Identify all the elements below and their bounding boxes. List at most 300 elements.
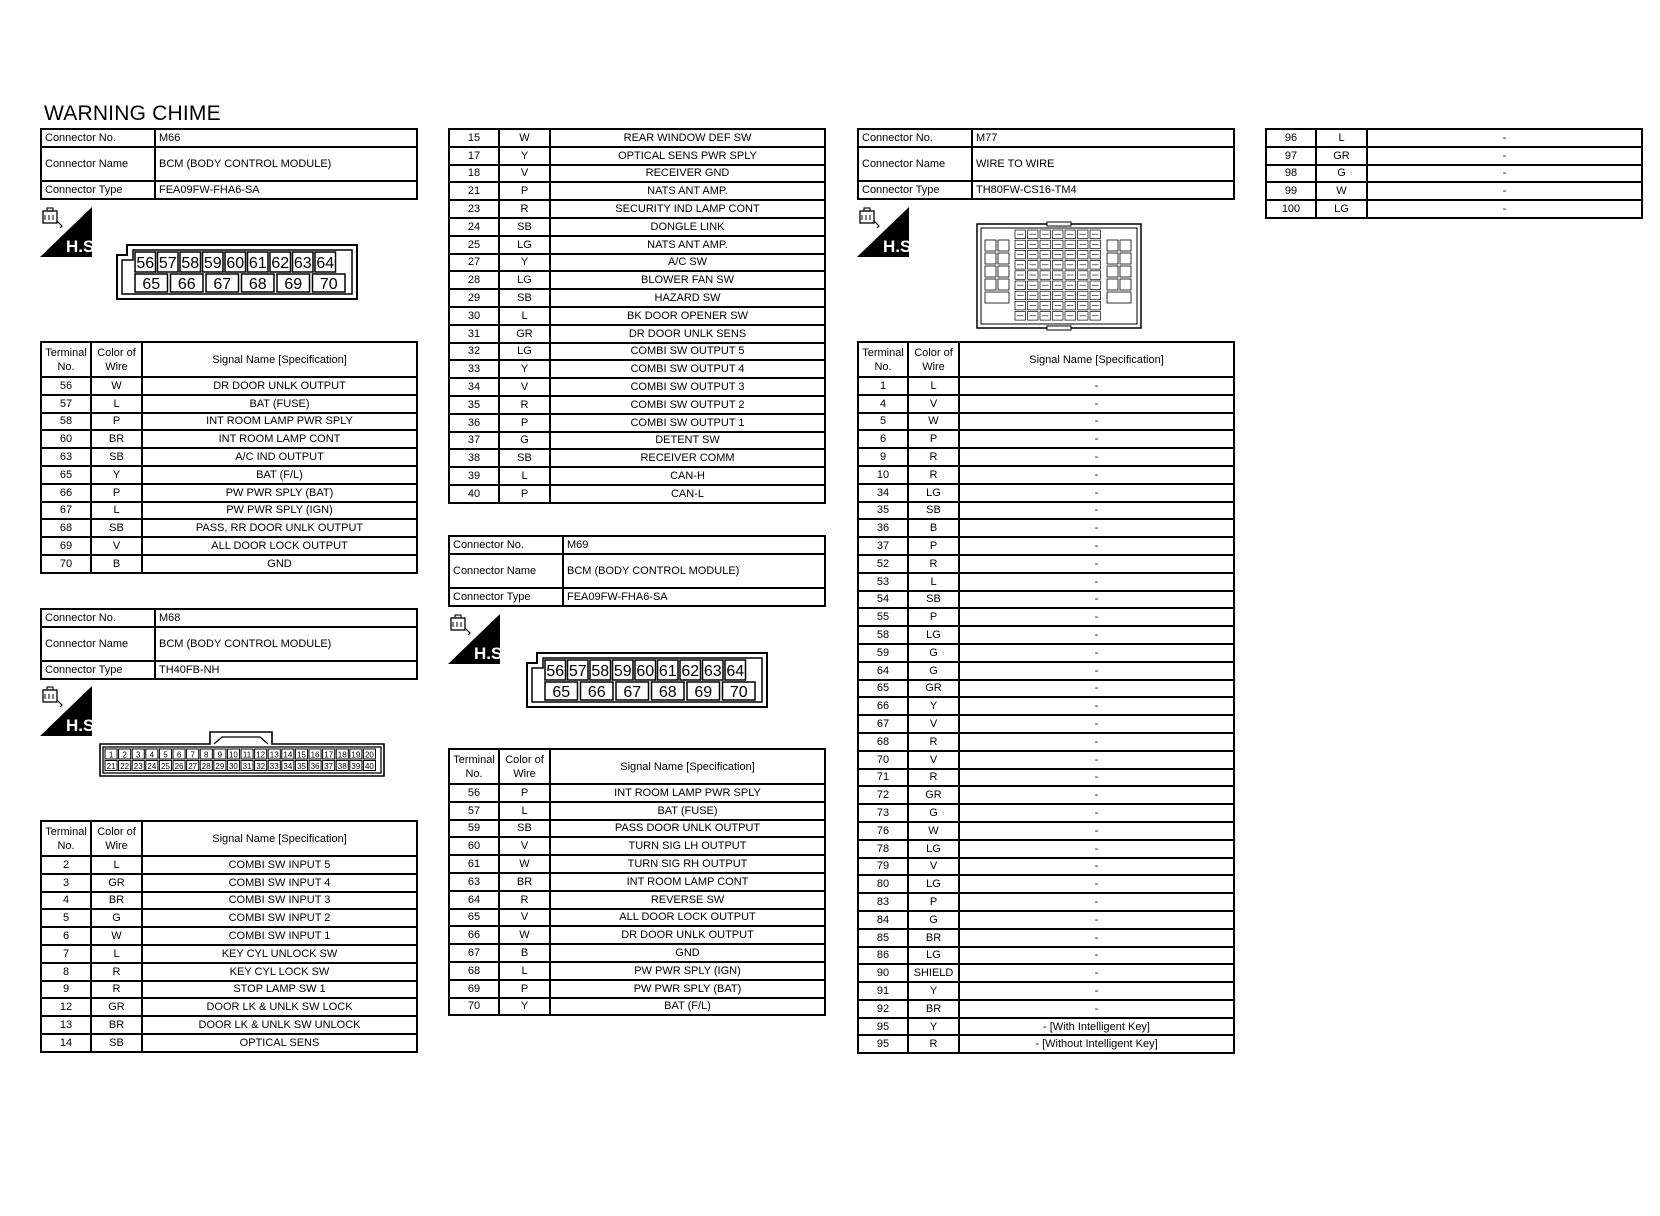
terminal-no: 95: [858, 1018, 908, 1036]
signal-name: OPTICAL SENS: [142, 1034, 417, 1052]
color-of-wire-header: Color of Wire: [499, 749, 550, 784]
table-row: [449, 873, 825, 891]
terminal-no: 5: [858, 413, 908, 431]
wire-color: V: [499, 837, 550, 855]
pin-number: 35: [296, 762, 306, 771]
table-row: [449, 289, 825, 307]
signal-name: -: [1367, 200, 1642, 218]
signal-name: -: [1367, 129, 1642, 147]
pin-number: 23: [133, 762, 143, 771]
terminal-no: 34: [449, 378, 499, 396]
signal-name: GND: [142, 555, 417, 573]
pin-number: 3: [136, 750, 141, 760]
signal-name: CAN-H: [550, 467, 825, 485]
terminal-no: 68: [41, 519, 91, 537]
terminal-no: 33: [449, 360, 499, 378]
signal-name-header: Signal Name [Specification]: [550, 749, 825, 784]
table-row: [449, 926, 825, 944]
table-row: [858, 1000, 1234, 1018]
terminal-no: 35: [449, 396, 499, 414]
table-row: [41, 413, 417, 431]
table-row: [41, 448, 417, 466]
signal-name: COMBI SW INPUT 3: [142, 892, 417, 910]
signal-name: DONGLE LINK: [550, 218, 825, 236]
wire-color: V: [91, 537, 142, 555]
wire-color: W: [1316, 182, 1367, 200]
terminal-no: 52: [858, 555, 908, 573]
hs-icon: [448, 614, 508, 664]
hs-icon-graphic: [40, 207, 100, 257]
terminal-no: 65: [449, 909, 499, 927]
signal-name: ALL DOOR LOCK OUTPUT: [142, 537, 417, 555]
pin-number: 67: [623, 684, 642, 701]
terminal-no: 60: [449, 837, 499, 855]
terminal-no: 65: [858, 680, 908, 698]
table-row: [858, 733, 1234, 751]
table-row: [858, 448, 1234, 466]
table-row: [449, 837, 825, 855]
table-row: [41, 856, 417, 874]
terminal-no: 9: [41, 981, 91, 999]
signal-name: PW PWR SPLY (IGN): [550, 962, 825, 980]
table-row: [449, 236, 825, 254]
signal-name: COMBI SW INPUT 5: [142, 856, 417, 874]
m77-no: M77: [972, 129, 1234, 147]
table-row: [858, 893, 1234, 911]
table-row: [449, 802, 825, 820]
signal-name: DR DOOR UNLK OUTPUT: [550, 926, 825, 944]
signal-name: COMBI SW OUTPUT 2: [550, 396, 825, 414]
table-row: [1266, 182, 1642, 200]
wire-color: V: [908, 395, 959, 413]
hs-icon-graphic: [448, 614, 508, 664]
table-row: [41, 502, 417, 520]
table-row: [858, 840, 1234, 858]
pin-number: 28: [201, 762, 211, 771]
table-row: [449, 396, 825, 414]
terminal-no: 78: [858, 840, 908, 858]
wire-color: SHIELD: [908, 964, 959, 982]
signal-name: COMBI SW INPUT 2: [142, 909, 417, 927]
terminal-no: 17: [449, 147, 499, 165]
pin-number: 27: [188, 762, 198, 771]
wire-color: R: [91, 963, 142, 981]
terminal-no: 37: [449, 432, 499, 450]
signal-name: DR DOOR UNLK SENS: [550, 325, 825, 343]
wire-color: R: [499, 891, 550, 909]
wire-color: G: [908, 662, 959, 680]
wire-color: Y: [908, 697, 959, 715]
wire-color: G: [91, 909, 142, 927]
terminal-no: 38: [449, 449, 499, 467]
wire-color: GR: [499, 325, 550, 343]
wire-color: LG: [908, 484, 959, 502]
table-header: [41, 342, 417, 377]
signal-name: -: [959, 840, 1234, 858]
pin-number: 2: [122, 750, 127, 760]
wire-color: L: [91, 856, 142, 874]
pin-number: 59: [613, 663, 632, 680]
signal-name: -: [959, 929, 1234, 947]
pin-number: 7: [190, 750, 195, 760]
table-row: [449, 307, 825, 325]
wire-color: GR: [91, 874, 142, 892]
table-row: [449, 182, 825, 200]
signal-name: -: [959, 697, 1234, 715]
wire-color: SB: [499, 820, 550, 838]
pin-number: 66: [177, 276, 196, 293]
table-row: [41, 998, 417, 1016]
connector-name-label: Connector Name: [449, 554, 563, 588]
table-row: [858, 697, 1234, 715]
signal-name: -: [1367, 182, 1642, 200]
m66-no: M66: [155, 129, 417, 147]
table-row: [449, 218, 825, 236]
pin-number: 13: [269, 750, 279, 760]
wire-color: G: [499, 432, 550, 450]
wire-color: R: [908, 555, 959, 573]
pin-number: 64: [316, 255, 335, 272]
wire-color: R: [908, 448, 959, 466]
wire-color: SB: [91, 1034, 142, 1052]
table-header: [449, 749, 825, 784]
signal-name-header: Signal Name [Specification]: [142, 821, 417, 856]
color-of-wire-header: Color of Wire: [91, 342, 142, 377]
terminal-no: 66: [449, 926, 499, 944]
m66-connector-diagram: [115, 243, 359, 306]
pin-number: 26: [174, 762, 184, 771]
terminal-no: 70: [449, 998, 499, 1016]
signal-name: BLOWER FAN SW: [550, 271, 825, 289]
signal-name: BAT (FUSE): [142, 395, 417, 413]
wire-color: LG: [499, 343, 550, 361]
table-row: [858, 1035, 1234, 1053]
wire-color: L: [499, 802, 550, 820]
pin-number: 36: [310, 762, 320, 771]
page-title: WARNING CHIME: [44, 102, 221, 125]
terminal-no: 53: [858, 573, 908, 591]
signal-name: OPTICAL SENS PWR SPLY: [550, 147, 825, 165]
pin-number: 18: [337, 750, 347, 760]
pin-number: 15: [296, 750, 306, 760]
hs-icon: [40, 686, 100, 736]
terminal-no: 96: [1266, 129, 1316, 147]
table-row: [858, 430, 1234, 448]
wire-color: P: [499, 485, 550, 503]
wire-color: SB: [908, 591, 959, 609]
pin-number: 22: [120, 762, 130, 771]
signal-name: DOOR LK & UNLK SW LOCK: [142, 998, 417, 1016]
signal-name: NATS ANT AMP.: [550, 182, 825, 200]
pin-number: 21: [106, 762, 116, 771]
signal-name: PW PWR SPLY (BAT): [142, 484, 417, 502]
signal-name: COMBI SW OUTPUT 3: [550, 378, 825, 396]
color-of-wire-header: Color of Wire: [908, 342, 959, 377]
wire-color: SB: [499, 289, 550, 307]
signal-name: -: [959, 502, 1234, 520]
table-row: [41, 909, 417, 927]
wire-color: SB: [499, 218, 550, 236]
table-row: [449, 909, 825, 927]
terminal-no: 18: [449, 165, 499, 183]
wire-color: Y: [908, 982, 959, 1000]
table-row: [449, 360, 825, 378]
pin-number: 58: [181, 255, 200, 272]
table-row: [858, 875, 1234, 893]
pin-number: 31: [242, 762, 252, 771]
terminal-no: 84: [858, 911, 908, 929]
connector-no-label: Connector No.: [41, 609, 155, 627]
terminal-no: 6: [41, 927, 91, 945]
wire-color: L: [499, 467, 550, 485]
wire-color: SB: [499, 449, 550, 467]
wire-color: BR: [91, 1016, 142, 1034]
terminal-no: 34: [858, 484, 908, 502]
pin-number: 24: [147, 762, 157, 771]
m66-name: BCM (BODY CONTROL MODULE): [155, 147, 417, 181]
signal-name: BAT (FUSE): [550, 802, 825, 820]
pin-number: 29: [215, 762, 225, 771]
table-row: [41, 1016, 417, 1034]
terminal-no: 92: [858, 1000, 908, 1018]
signal-name: INT ROOM LAMP PWR SPLY: [142, 413, 417, 431]
signal-name: A/C SW: [550, 254, 825, 272]
table-row: [449, 962, 825, 980]
wire-color: G: [1316, 165, 1367, 183]
table-row: [858, 555, 1234, 573]
svg-text:H.S.: H.S.: [474, 644, 508, 663]
terminal-no: 57: [449, 802, 499, 820]
table-row: [41, 981, 417, 999]
terminal-no: 65: [41, 466, 91, 484]
pin-number: 12: [256, 750, 266, 760]
pin-number: 32: [256, 762, 266, 771]
wire-color: P: [499, 414, 550, 432]
terminal-no: 3: [41, 874, 91, 892]
wire-color: V: [908, 715, 959, 733]
signal-name: -: [959, 804, 1234, 822]
signal-name: -: [959, 769, 1234, 787]
svg-text:H.S.: H.S.: [66, 237, 100, 256]
pin-number: 61: [658, 663, 677, 680]
table-row: [41, 927, 417, 945]
wire-color: L: [91, 945, 142, 963]
signal-name: -: [959, 786, 1234, 804]
pin-number: 68: [658, 684, 677, 701]
wire-color: B: [908, 519, 959, 537]
signal-name: REAR WINDOW DEF SW: [550, 129, 825, 147]
wire-color: R: [499, 200, 550, 218]
wire-color: BR: [908, 1000, 959, 1018]
pin-number: 70: [319, 276, 338, 293]
pin-number: 9: [217, 750, 223, 760]
signal-name: PW PWR SPLY (IGN): [142, 502, 417, 520]
signal-name: -: [959, 715, 1234, 733]
table-row: [1266, 147, 1642, 165]
terminal-no: 70: [858, 751, 908, 769]
m68-terminal-table-part1: [40, 820, 418, 1053]
terminal-no: 76: [858, 822, 908, 840]
signal-name: HAZARD SW: [550, 289, 825, 307]
terminal-no: 64: [449, 891, 499, 909]
signal-name: -: [959, 964, 1234, 982]
wire-color: Y: [499, 254, 550, 272]
connector-no-label: Connector No.: [858, 129, 972, 147]
m68-no: M68: [155, 609, 417, 627]
pin-number: 25: [160, 762, 170, 771]
terminal-no: 55: [858, 608, 908, 626]
signal-name: -: [959, 537, 1234, 555]
wire-color: LG: [499, 236, 550, 254]
wire-color: L: [499, 962, 550, 980]
terminal-no: 85: [858, 929, 908, 947]
m68-info: [40, 608, 418, 680]
table-row: [858, 982, 1234, 1000]
signal-name: KEY CYL UNLOCK SW: [142, 945, 417, 963]
wire-color: R: [908, 1035, 959, 1053]
signal-name: PASS DOOR UNLK OUTPUT: [550, 820, 825, 838]
signal-name: -: [959, 377, 1234, 395]
signal-name: -: [1367, 165, 1642, 183]
pin-number: 56: [546, 663, 565, 680]
table-row: [858, 626, 1234, 644]
table-row: [858, 591, 1234, 609]
signal-name: COMBI SW OUTPUT 4: [550, 360, 825, 378]
signal-name: -: [959, 822, 1234, 840]
terminal-no-header: Terminal No.: [858, 342, 908, 377]
signal-name: SECURITY IND LAMP CONT: [550, 200, 825, 218]
signal-name: BAT (F/L): [550, 998, 825, 1016]
table-row: [449, 855, 825, 873]
table-row: [449, 378, 825, 396]
table-row: [858, 1018, 1234, 1036]
table-row: [449, 343, 825, 361]
table-row: [858, 822, 1234, 840]
signal-name-header: Signal Name [Specification]: [142, 342, 417, 377]
table-row: [449, 432, 825, 450]
signal-name: -: [959, 875, 1234, 893]
color-of-wire-header: Color of Wire: [91, 821, 142, 856]
wire-color: LG: [499, 271, 550, 289]
table-row: [449, 891, 825, 909]
pin-number: 1: [108, 750, 114, 760]
terminal-no: 86: [858, 947, 908, 965]
wire-color: Y: [908, 1018, 959, 1036]
m77-info: [857, 128, 1235, 200]
table-row: [449, 200, 825, 218]
terminal-no: 67: [41, 502, 91, 520]
signal-name: COMBI SW OUTPUT 1: [550, 414, 825, 432]
signal-name: -: [959, 751, 1234, 769]
terminal-no: 59: [449, 820, 499, 838]
terminal-no: 80: [858, 875, 908, 893]
table-row: [41, 537, 417, 555]
terminal-no: 29: [449, 289, 499, 307]
pin-number: 37: [324, 762, 334, 771]
terminal-no: 23: [449, 200, 499, 218]
terminal-no: 68: [858, 733, 908, 751]
connector-type-label: Connector Type: [449, 588, 563, 606]
pin-number: 59: [203, 255, 222, 272]
table-row: [858, 644, 1234, 662]
m77-terminal-table-part1: [857, 341, 1235, 1054]
terminal-no: 15: [449, 129, 499, 147]
table-row: [858, 537, 1234, 555]
wire-color: BR: [499, 873, 550, 891]
m68-terminal-table-part2: [448, 128, 826, 504]
terminal-no: 64: [858, 662, 908, 680]
terminal-no: 39: [449, 467, 499, 485]
pin-number: 5: [163, 750, 168, 760]
table-row: [1266, 165, 1642, 183]
table-row: [858, 466, 1234, 484]
pin-number: 10: [228, 750, 238, 760]
signal-name: -: [959, 430, 1234, 448]
terminal-no: 7: [41, 945, 91, 963]
signal-name: -: [959, 484, 1234, 502]
table-row: [41, 395, 417, 413]
terminal-no: 95: [858, 1035, 908, 1053]
wire-color: P: [499, 980, 550, 998]
terminal-no: 66: [41, 484, 91, 502]
terminal-no: 21: [449, 182, 499, 200]
hs-icon: [40, 207, 100, 257]
terminal-no: 24: [449, 218, 499, 236]
wire-color: LG: [908, 947, 959, 965]
signal-name: INT ROOM LAMP CONT: [550, 873, 825, 891]
terminal-no: 61: [449, 855, 499, 873]
pin-number: 8: [204, 750, 209, 760]
pin-number: 62: [681, 663, 700, 680]
table-row: [858, 715, 1234, 733]
terminal-no: 14: [41, 1034, 91, 1052]
table-row: [449, 820, 825, 838]
pin-number: 14: [283, 750, 293, 760]
m69-name: BCM (BODY CONTROL MODULE): [563, 554, 825, 588]
wire-color: V: [499, 909, 550, 927]
signal-name: COMBI SW OUTPUT 5: [550, 343, 825, 361]
signal-name: -: [959, 395, 1234, 413]
table-row: [858, 519, 1234, 537]
signal-name: -: [959, 413, 1234, 431]
signal-name: -: [959, 733, 1234, 751]
pin-number: 30: [228, 762, 238, 771]
table-row: [449, 271, 825, 289]
signal-name: KEY CYL LOCK SW: [142, 963, 417, 981]
wire-color: GR: [908, 680, 959, 698]
wire-color: BR: [91, 430, 142, 448]
wire-color: G: [908, 804, 959, 822]
wire-color: L: [499, 307, 550, 325]
table-row: [858, 662, 1234, 680]
wire-color: LG: [908, 840, 959, 858]
wire-color: W: [908, 822, 959, 840]
wire-color: L: [1316, 129, 1367, 147]
table-row: [449, 998, 825, 1016]
table-row: [858, 947, 1234, 965]
terminal-no: 73: [858, 804, 908, 822]
pin-number: 66: [587, 684, 606, 701]
table-row: [858, 573, 1234, 591]
pin-number: 69: [284, 276, 303, 293]
table-row: [41, 963, 417, 981]
signal-name: -: [959, 573, 1234, 591]
wire-color: V: [499, 378, 550, 396]
terminal-no: 10: [858, 466, 908, 484]
connector-name-label: Connector Name: [41, 147, 155, 181]
signal-name: PW PWR SPLY (BAT): [550, 980, 825, 998]
m77-connector-diagram: [975, 222, 1143, 335]
